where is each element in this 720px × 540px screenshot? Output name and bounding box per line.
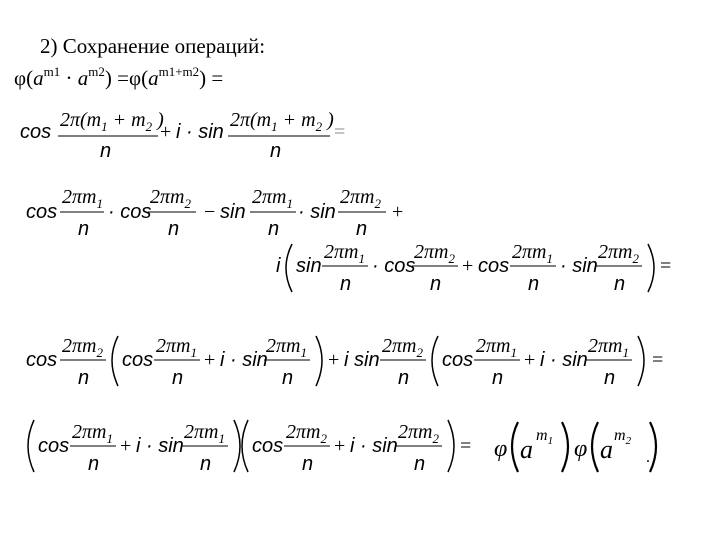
left-paren [286,244,292,292]
numerator: $2\pi m_1$ [512,241,553,266]
exponent-m1: m1 [43,64,61,79]
var-a: a [33,66,44,90]
denominator-n: n [78,218,90,240]
i-dot-sin: i · sin [220,349,268,371]
left-paren [112,336,118,386]
sin-term: sin [220,201,246,223]
cos-term: cos [122,349,154,371]
denominator-n: n [528,273,540,295]
minus-sign: − [204,201,216,223]
phi-symbol: φ [574,436,588,462]
numerator: $2\pi m_2$ [62,335,103,360]
numerator: $2\pi m_2$ [382,335,423,360]
numerator: $2\pi m_1$ [476,335,517,360]
cos-term: cos [252,435,284,457]
i-dot-sin: i · sin [176,121,224,143]
dot-operator: · [65,66,73,90]
plus-sign: + [462,255,474,277]
left-paren [592,422,598,472]
equals-sign: = [334,121,346,143]
dot-cos: · cos [372,255,416,277]
left-paren [512,422,518,472]
denominator-n: n [270,140,282,162]
right-paren [448,420,454,472]
i-dot-sin: i · sin [540,349,588,371]
denominator-n: n [614,273,626,295]
numerator: $2\pi m_1$ [156,335,197,360]
numerator: $2\pi m_1$ [184,421,225,446]
denominator-n: n [78,367,90,389]
denominator-n: n [168,218,180,240]
numerator: $2\pi m_2$ [414,241,455,266]
numerator: $2\pi m_1$ [62,186,103,211]
formula-row-1 [20,109,345,162]
denominator-n: n [398,367,410,389]
denominator-n: n [414,453,426,475]
numerator: $2\pi m_2$ [150,186,191,211]
line-end: ) = [199,66,224,90]
var-a-2: a [77,66,89,90]
formula-line-1: $\varphi(a^{m1} \cdot a^{m2}) =\varphi(a^{m1+m2})$ = [14,64,224,90]
plus-sign: + [160,121,172,143]
cos-term: cos [26,349,58,371]
numerator: $2\pi m_1$ [72,421,113,446]
right-paren [234,420,240,472]
equals-sign: = [660,255,672,277]
cos-term: cos [38,435,70,457]
var-a: a [600,435,613,464]
equals-phi: =φ( [117,66,149,90]
denominator-n: n [340,273,352,295]
right-paren [638,336,644,386]
exponent-m2: m2 [88,64,105,79]
denominator-n: n [492,367,504,389]
plus-sign: + [120,435,132,457]
numerator: $2\pi m_2$ [286,421,327,446]
numerator: $2\pi m_1$ [266,335,307,360]
formula-row-2 [26,186,403,240]
formula-row-3 [276,241,671,295]
right-paren [648,244,654,292]
i-sin: i sin [344,349,380,371]
var-a: a [520,435,533,464]
i-dot-sin: i · sin [136,435,184,457]
numerator-2: $2\pi(m_1 + m_2$ ) [230,109,334,134]
cos-term: cos [20,121,52,143]
left-paren [28,420,34,472]
dot-sin: · sin [560,255,598,277]
plus-sign: + [524,349,536,371]
denominator-n: n [430,273,442,295]
plus-sign: + [204,349,216,371]
formula-row-5 [28,420,656,475]
denominator-n: n [604,367,616,389]
exponent-m1: $m_1$ [536,427,554,447]
exponent-m2: $m_2$ [614,427,632,447]
right-paren [650,422,656,472]
i-dot-sin: i · sin [350,435,398,457]
cos-term: cos [26,201,58,223]
denominator-n: n [100,140,112,162]
left-paren [242,420,248,472]
phi-symbol: φ [14,66,27,90]
sin-term: sin [296,255,322,277]
numerator: $2\pi m_2$ [598,241,639,266]
plus-sign: + [334,435,346,457]
cos-term: cos [442,349,474,371]
i-term: i [276,255,281,277]
right-paren [562,422,568,472]
denominator-n: n [302,453,314,475]
dot-cos: · cos [108,201,152,223]
denominator-n: n [88,453,100,475]
plus-sign: + [328,349,340,371]
denominator-n: n [282,367,294,389]
period: . [646,449,650,466]
dot-sin: · sin [298,201,336,223]
left-paren [432,336,438,386]
denominator-n: n [172,367,184,389]
exponent-m1-plus-m2: m1+m2 [158,64,200,79]
denominator-n: n [268,218,280,240]
var-a-3: a [148,66,159,90]
slide-title: 2) Сохранение операций: [40,34,266,58]
numerator-1: $2\pi(m_1 + m_2$ ) [60,109,164,134]
cos-term: cos [478,255,510,277]
numerator: $2\pi m_2$ [398,421,439,446]
denominator-n: n [356,218,368,240]
formula-row-4 [26,335,663,389]
phi-symbol: φ [494,436,508,462]
plus-sign: + [392,201,404,223]
numerator: $2\pi m_1$ [588,335,629,360]
equals-sign: = [652,349,664,371]
numerator: $2\pi m_1$ [324,241,365,266]
equals-sign: = [460,435,472,457]
numerator: $2\pi m_2$ [340,186,381,211]
right-paren [316,336,322,386]
denominator-n: n [200,453,212,475]
numerator: $2\pi m_1$ [252,186,293,211]
